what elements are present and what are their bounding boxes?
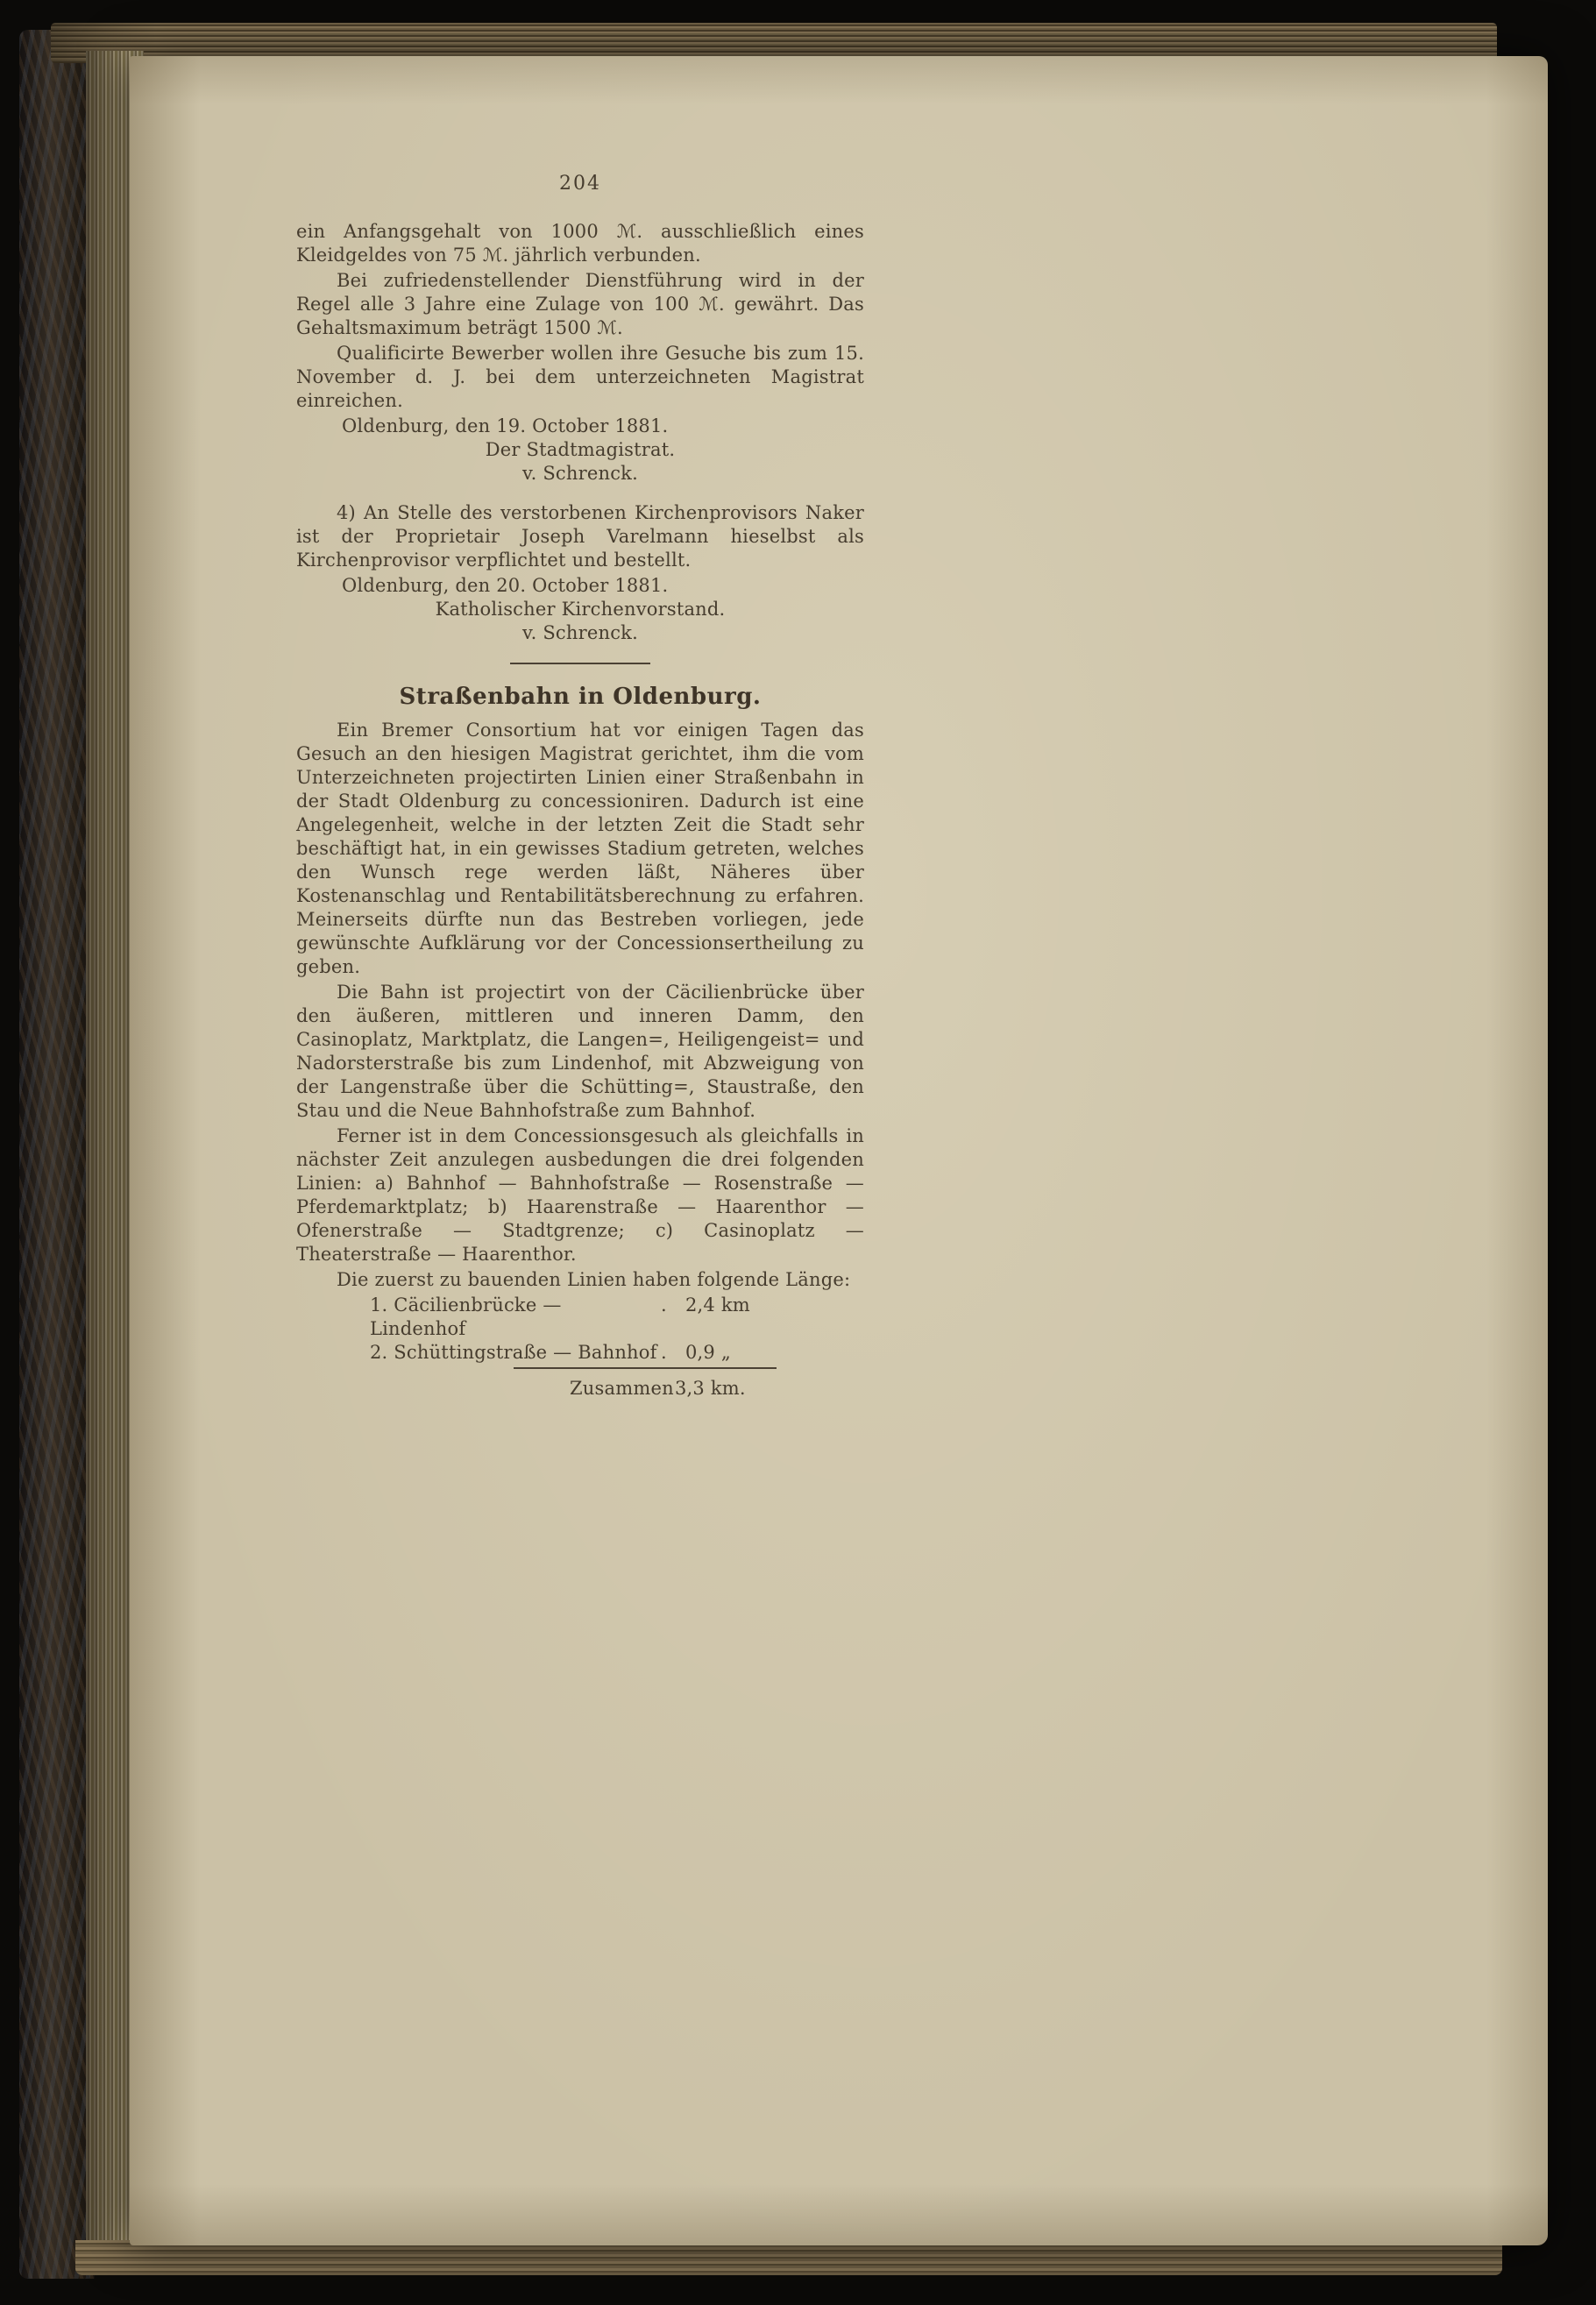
- notice1-paragraph: Qualificirte Bewerber wollen ihre Gesuche bis zum 15. November d. J. bei dem unterzeichneten Magistrat einreichen.: [296, 343, 864, 411]
- article-title: Straßenbahn in Oldenburg.: [399, 684, 762, 710]
- page-number: 204: [559, 173, 601, 195]
- notice2-signature: Katholischer Kirchenvorstand.: [435, 599, 726, 620]
- route-leader-dot: .: [661, 1294, 667, 1316]
- route-leader-dot: .: [661, 1342, 667, 1363]
- sum-rule: [514, 1367, 777, 1369]
- table-row: [296, 1341, 864, 1365]
- book-cover-edge: [19, 30, 95, 2279]
- book-page: [130, 56, 1548, 2245]
- notice2-signature: v. Schrenck.: [522, 622, 638, 643]
- page-stack-bottom-edges: [75, 2240, 1502, 2275]
- notice2-dateline: Oldenburg, den 20. October 1881.: [342, 575, 669, 596]
- notice1-paragraph: Bei zufriedenstellender Dienstführung wird in der Regel alle 3 Jahre eine Zulage von 100 ℳ. gewährt. Das Gehaltsmaximum beträgt 1500 ℳ.: [296, 270, 864, 338]
- notice1-dateline: Oldenburg, den 19. October 1881.: [342, 415, 669, 436]
- notice1-paragraph-continuation: ein Anfangsgehalt von 1000 ℳ. ausschließlich eines Kleidgeldes von 75 ℳ. jährlich verbunden.: [296, 221, 864, 266]
- article-paragraph: Ein Bremer Consortium hat vor einigen Tagen das Gesuch an den hiesigen Magistrat gerichtet, ihm die vom Unterzeichneten projectirten Linien einer Straßenbahn in der Stadt Oldenburg zu concessioniren. Dadurch ist eine Angelegenheit, welche in der letzten Zeit die Stadt sehr beschäftigt hat, in ein gewisses Stadium getreten, welches den Wunsch rege werden läßt, Näheres über Kostenanschlag und Rentabilitätsberechnung zu erfahren. Meinerseits dürfte nun das Bestreben vorliegen, jede gewünschte Aufklärung vor der Concessionsertheilung zu geben.: [296, 720, 864, 977]
- table-row: [296, 1294, 864, 1341]
- total-label: Zusammen: [570, 1378, 674, 1399]
- article-paragraph: Die zuerst zu bauenden Linien haben folgende Länge:: [337, 1269, 851, 1290]
- notice2-paragraph: 4) An Stelle des verstorbenen Kirchenprovisors Naker ist der Proprietair Joseph Varelmann hieselbst als Kirchenprovisor verpflichtet und bestellt.: [296, 502, 864, 571]
- table-total-row: [296, 1377, 864, 1401]
- line-length-table: [296, 1294, 864, 1401]
- route-label: 1. Cäcilienbrücke — Lindenhof: [370, 1294, 562, 1339]
- route-length: 0,9 „: [685, 1342, 731, 1363]
- section-divider: [510, 663, 650, 664]
- route-length: 2,4 km: [685, 1294, 750, 1316]
- article-paragraph: Ferner ist in dem Concessionsgesuch als gleichfalls in nächster Zeit anzulegen ausbedungen die drei folgenden Linien: a) Bahnhof — Bahnhofstraße — Rosenstraße — Pferdemarktplatz; b) Haarenstraße — Haarenthor — Ofenerstraße — Stadtgrenze; c) Casinoplatz — Theaterstraße — Haarenthor.: [296, 1125, 864, 1265]
- notice1-signature: Der Stadtmagistrat.: [485, 439, 676, 460]
- text-column: [296, 56, 864, 1401]
- total-length: 3,3 km.: [675, 1378, 746, 1399]
- route-label: 2. Schüttingstraße — Bahnhof: [370, 1342, 657, 1363]
- article-paragraph: Die Bahn ist projectirt von der Cäcilienbrücke über den äußeren, mittleren und inneren Damm, den Casinoplatz, Marktplatz, die Langen=, Heiligengeist= und Nadorsterstraße bis zum Lindenhof, mit Abzweigung von der Langenstraße über die Schütting=, Staustraße, den Stau und die Neue Bahnhofstraße zum Bahnhof.: [296, 982, 864, 1121]
- notice1-signature: v. Schrenck.: [522, 463, 638, 484]
